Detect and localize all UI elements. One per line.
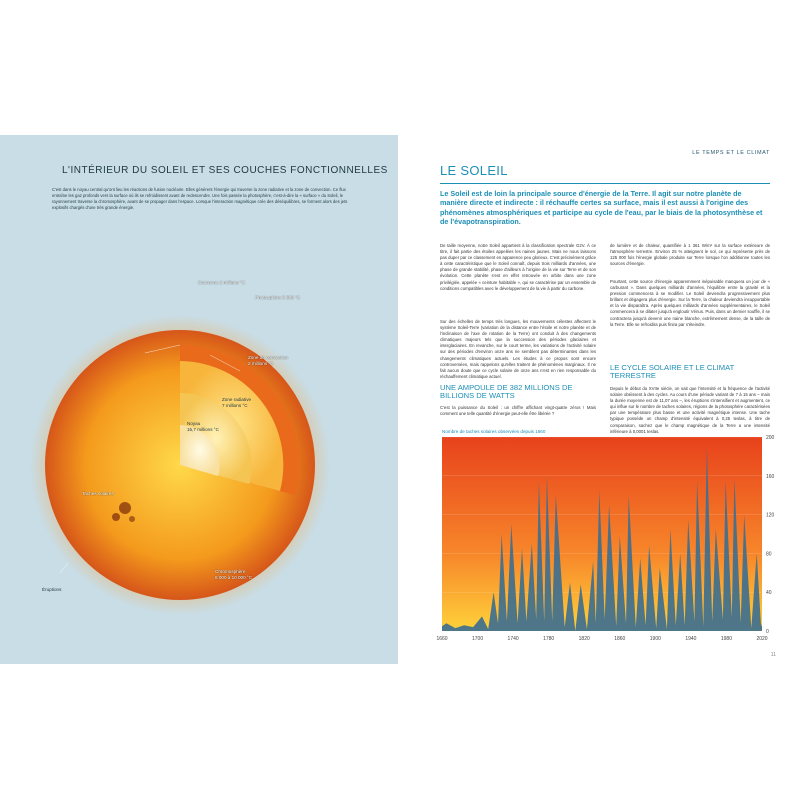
- left-page: [0, 135, 398, 664]
- y-tick-label: 160: [766, 473, 775, 480]
- label-eruptions: Éruptions: [42, 587, 62, 592]
- sunspot-chart: [432, 435, 784, 643]
- y-tick-label: 80: [766, 551, 772, 558]
- y-tick-label: 120: [766, 512, 775, 519]
- col1-p1: De taille moyenne, notre Soleil appartient à la classification spectrale G2V. À ce titre, il fait partie des étoiles appelées les naines jaunes. Mais ne nous laissons pas duper par ce classement en apparence peu glorieux. C'est précisément grâce à cette caractéristique que le Soleil connaît, depuis trois milliards d'années, une phase de grande stabilité, phase d'ailleurs à l'origine de la vie sur Terre et de son évolution. Cette planète s'est en effet retrouvée en orbite dans une zone privilégiée, appelée « ceinture habitable », qui se caractérise par un ensemble de conditions compatibles avec le développement de la vie à partir du carbone.: [440, 243, 596, 291]
- x-tick-label: 1740: [507, 636, 519, 642]
- label-noyau: Noyau 15,7 millions °C: [187, 421, 219, 432]
- sun-diagram: [30, 273, 330, 653]
- left-page-title: L'INTÉRIEUR DU SOLEIL ET SES COUCHES FONCTIONNELLES: [62, 165, 388, 176]
- x-tick-label: 1780: [543, 636, 555, 642]
- label-photosphere: Photosphère 5 500 °C: [255, 295, 301, 300]
- x-tick-label: 1900: [649, 636, 661, 642]
- label-couronne: Couronne 2 millions °C: [198, 280, 246, 285]
- y-tick-label: 200: [766, 435, 775, 441]
- label-chromosphere: Chromosphère 6 000 à 10 000 °C: [215, 569, 253, 580]
- x-tick-label: 1860: [614, 636, 626, 642]
- page-title: LE SOLEIL: [440, 163, 508, 178]
- subheading-ampoule: UNE AMPOULE DE 382 MILLIONS DE BILLIONS DE WATTS: [440, 383, 573, 401]
- x-tick-label: 1700: [471, 636, 484, 642]
- chart-title: Nombre de taches solaires observées depuis 1660: [442, 429, 546, 434]
- y-tick-label: 40: [766, 590, 772, 597]
- subheading-cycle: LE CYCLE SOLAIRE ET LE CLIMAT TERRESTRE: [610, 363, 735, 381]
- page-number: 11: [770, 652, 776, 658]
- col2-p2: Pourtant, cette source d'énergie apparemment inépuisable manquera un jour de « carburant ». Dans quelques milliards d'années, l'équilibre entre la gravité et la pression commencera à se modifier. Le Soleil deviendra progressivement plus brillant et dégagera plus d'énergie. Sur la Terre, la chaleur deviendra insupportable et la vie disparaîtra. Après quelques milliards d'années supplémentaires, le Soleil commencera à se dilater jusqu'à engloutir Vénus. Puis, dans un dernier souffle, il se contractera jusqu'à devenir une naine blanche, extrêmement dense, de la taille de la Terre. Elle se refroidira puis finira par s'éteindre.: [610, 279, 770, 327]
- lead-paragraph: Le Soleil est de loin la principale source d'énergie de la Terre. Il agit sur notre planète de manière directe et indirecte : il réchauffe certes sa surface, mais il est aussi à l'origine des phénomènes atmosphériques et participe au cycle de l'eau, par le biais de la photosynthèse et de l'évapotranspiration.: [440, 189, 763, 226]
- sun-illustration: [30, 273, 330, 653]
- col1-p2: Sur des échelles de temps très longues, les mouvements célestes affectent le système Soleil-Terre (variation de la distance entre l'étoile et notre planète et de l'inclinaison de l'axe de rotation de la Terre) ont conduit à des changements climatiques majeurs tels que la succession des périodes glaciaires et interglaciaires. En revanche, sur le court terme, les variations de l'activité solaire sur des périodes d'environ onze ans ne semblent pas déterminantes dans les changements climatiques actuels. Les études à ce propos sont encore controversées, mais rappelons qu'elles traitent de phénomènes marginaux. Il ne fait aucun doute que ce cycle solaire de onze ans n'est en rien responsable du réchauffement climatique actuel.: [440, 319, 596, 379]
- left-page-intro: C'est dans le noyau central qu'ont lieu les réactions de fusion nucléaire. Elles génèrent l'énergie qui traverse la zone radiative et la zone de convection. Ce flux entraîne les gaz profonds vers la surface où ils se refroidissent avant de redescendre. Une fois passée la photosphère, c'est-à-dire la « surface » du Soleil, le rayonnement traverse la chromosphère, avant de se propager dans l'espace. Lorsque l'interaction magnétique crée des déséquilibres, se forment alors des jets explosifs chargés d'une très grande énergie.: [52, 187, 348, 210]
- label-radiative: Zone radiative 7 millions °C: [222, 397, 252, 408]
- title-rule: [440, 183, 770, 184]
- x-tick-label: 1660: [436, 636, 448, 642]
- col1-p3: C'est la puissance du Soleil : un chiffre affichant vingt-quatre zéros ! Mais comment une telle quantité d'énergie peut-elle être libérée ?: [440, 405, 596, 417]
- x-tick-label: 2020: [756, 636, 768, 642]
- right-page: [402, 135, 800, 664]
- x-tick-label: 1980: [720, 636, 733, 642]
- col2-p3: Depuis le début du XVIIe siècle, on sait que l'intensité et la fréquence de l'activité solaire obéissent à des cycles. Au cours d'une période variant de 7 à 15 ans – mais la durée moyenne est de 11,07 ans –, les éruptions s'intensifient et augmentent, ce qui influe sur le nombre de taches solaires, régions de la photosphère caractérisées par une température plus basse et une activité magnétique intense. Une tache typique possède un champ d'intensité équivalent à 0,25 teslas, à titre de comparaison, sachez que le champ magnétique de la Terre a une intensité inférieure à 0,0001 teslas.: [610, 386, 770, 434]
- x-tick-label: 1940: [685, 636, 697, 642]
- section-header: LE TEMPS ET LE CLIMAT: [692, 150, 770, 156]
- label-taches: Taches solaires: [82, 491, 114, 496]
- label-convection: Zone de convection 2 millions °C: [248, 355, 289, 366]
- x-tick-label: 1820: [578, 636, 590, 642]
- col2-p1: de lumière et de chaleur, quantifiée à 1 361 W/m² sur la surface extérieure de l'atmosphère terrestre. Environ 25 % atteignent le sol, ce qui représente près de 125 000 fois l'énergie globale produite sur Terre lorsque l'on additionne toutes les sources d'énergie.: [610, 243, 770, 267]
- y-tick-label: 0: [766, 629, 769, 635]
